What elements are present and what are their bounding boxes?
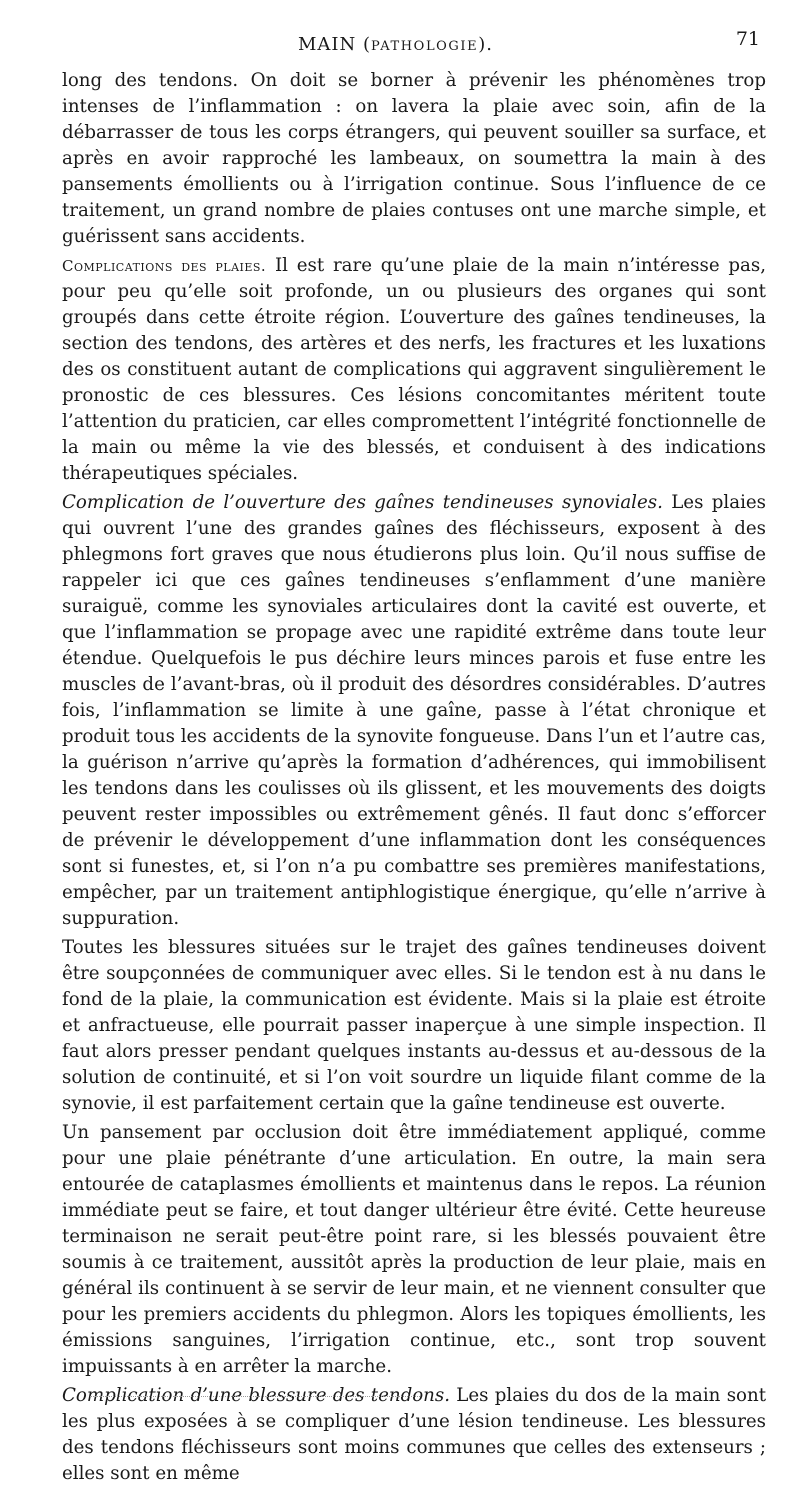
paragraph-4: Toutes les blessures situées sur le trajet des gaînes tendineuses doivent être soupçonnées de communiquer avec elles. Si le tendon est à nu dans le fond de la plaie, la communication est évidente. Mais si la plaie est étroite et anfractueuse, elle pourrait passer inaperçue à une simple inspection. Il faut alors presser pendant quelques instants au-dessus et au-dessous de la solution de continuité, et si l’on voit sourdre un liquide filant comme de la synovie, il est parfaitement certain que la gaîne tendineuse est ouverte.	[62, 937, 766, 1114]
section-heading-complications: Complications des plaies.	[62, 257, 267, 275]
header-title-main: MAIN (	[298, 34, 372, 55]
paragraph-2	[62, 253, 766, 487]
paragraph-6	[62, 1383, 766, 1487]
header-title-subject: PATHOLOGIE	[371, 39, 479, 54]
header-title-end: ).	[478, 34, 493, 55]
section-heading-tendons: Complication d’une blessure des tendons.	[62, 1385, 450, 1406]
page-number: 71	[735, 28, 760, 50]
paragraph-5: Un pansement par occlusion doit être immédiatement appliqué, comme pour une plaie pénétrante d’une articulation. En outre, la main sera entourée de cataplasmes émollients et maintenus dans le repos. La réunion immédiate peut se faire, et tout danger ultérieur être évité. Cette heureuse terminaison ne serait peut-être point rare, si les blessés pouvaient être soumis à ce traitement, aussitôt après la production de leur plaie, mais en général ils continuent à se servir de leur main, et ne viennent consulter que pour les premiers accidents du phlegmon. Alors les topiques émollients, les émissions sanguines, l’irrigation continue, etc., sont trop souvent impuissants à en arrêter la marche.	[62, 1122, 766, 1377]
bottom-scan-rule	[90, 1396, 420, 1397]
body-text	[62, 68, 766, 1487]
document-page	[62, 28, 766, 1487]
paragraph-3-text: Les plaies qui ouvrent l’une des grandes gaînes des fléchisseurs, exposent à des phlegmons fort graves que nous étudierons plus loin. Qu’il nous suffise de rappeler ici que ces gaînes tendineuses s’enflamment d’une manière suraiguë, comme les synoviales articulaires dont la cavité est ouverte, et que l’inflammation se propage avec une rapidité extrême dans toute leur étendue. Quelquefois le pus déchire leurs minces parois et fuse entre les muscles de l’avant-bras, où il produit des désordres considérables. D’autres fois, l’inflammation se limite à une gaîne, passe à l’état chronique et produit tous les accidents de la synovite fongueuse. Dans l’un et l’autre cas, la guérison n’arrive qu’après la formation d’adhérences, qui immobilisent les tendons dans les coulisses où ils glissent, et les mouvements des doigts peuvent rester impossibles ou extrêmement gênés. Il faut donc s’efforcer de prévenir le développement d’une inflammation dont les conséquences sont si funestes, et, si l’on n’a pu combattre ses premières manifestations, empêcher, par un traitement antiphlogistique énergique, qu’elle n’arrive à suppuration.	[62, 492, 766, 929]
paragraph-1: long des tendons. On doit se borner à prévenir les phénomènes trop intenses de l’inflammation : on lavera la plaie avec soin, afin de la débarrasser de tous les corps étrangers, qui peuvent souiller sa surface, et après en avoir rapproché les lambeaux, on soumettra la main à des pansements émollients ou à l’irrigation continue. Sous l’influence de ce traitement, un grand nombre de plaies contuses ont une marche simple, et guérissent sans accidents.	[62, 70, 766, 247]
header-title	[298, 34, 493, 55]
running-header	[62, 28, 766, 68]
paragraph-2-text: Il est rare qu’une plaie de la main n’intéresse pas, pour peu qu’elle soit profonde, un ou plusieurs des organes qui sont groupés dans cette étroite région. L’ouverture des gaînes tendineuses, la section des tendons, des artères et des nerfs, les fractures et les luxations des os constituent autant de complications qui aggravent singulièrement le pronostic de ces blessures. Ces lésions concomitantes méritent toute l’attention du praticien, car elles compromettent l’intégrité fonctionnelle de la main ou même la vie des blessés, et conduisent à des indications thérapeutiques spéciales.	[62, 255, 766, 484]
section-heading-gaines: Complication de l’ouverture des gaînes tendineuses synoviales.	[62, 492, 663, 513]
paragraph-6-text: Les plaies du dos de la main sont les plus exposées à se compliquer d’une lésion tendineuse. Les blessures des tendons fléchisseurs sont moins communes que celles des extenseurs ; elles sont en même	[62, 1385, 766, 1484]
paragraph-3	[62, 490, 766, 932]
